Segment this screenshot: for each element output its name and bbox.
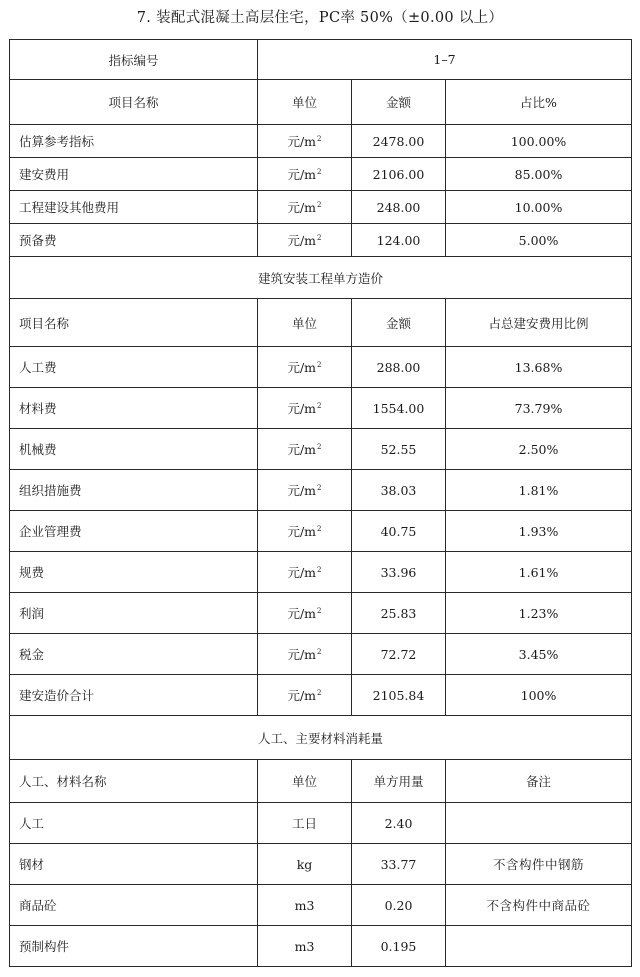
index-row [10,40,632,80]
unit-superscript: 2 [317,361,322,369]
sec3-header-name: 人工、材料名称 [10,760,258,803]
cost-index-table-body [10,40,632,967]
item-name: 组织措施费 [10,470,258,511]
material-note: 不含构件中钢筋 [446,844,632,885]
sec3-row [10,885,632,926]
item-ratio: 1.93% [446,511,632,552]
sec1-header-row [10,80,632,125]
unit-base: 元/m [287,442,317,457]
material-amount: 0.20 [352,885,446,926]
unit-base: 元/m [287,688,317,703]
item-amount: 38.03 [352,470,446,511]
sec1-header-amount: 金额 [352,80,446,125]
sec2-row [10,511,632,552]
item-unit [258,470,352,511]
sec2-header-name: 项目名称 [10,299,258,347]
unit-base: 元/m [287,483,317,498]
item-ratio: 100.00% [446,125,632,158]
cost-index-table [9,39,632,967]
sec2-header-row [10,299,632,347]
material-unit: 工日 [258,803,352,844]
item-amount: 2106.00 [352,158,446,191]
unit-superscript: 2 [317,689,322,697]
material-unit: kg [258,844,352,885]
sec2-header-amount: 金额 [352,299,446,347]
sec3-header-unit: 单位 [258,760,352,803]
item-ratio: 73.79% [446,388,632,429]
sec2-row [10,552,632,593]
unit-superscript: 2 [317,484,322,492]
item-unit [258,224,352,257]
item-name: 人工费 [10,347,258,388]
sec2-row [10,347,632,388]
item-unit [258,593,352,634]
item-name: 工程建设其他费用 [10,191,258,224]
unit-superscript: 2 [317,566,322,574]
unit-base: 元/m [287,134,317,149]
item-ratio: 100% [446,675,632,716]
unit-base: 元/m [287,200,317,215]
item-amount: 2478.00 [352,125,446,158]
sec1-row [10,158,632,191]
item-unit [258,429,352,470]
index-label: 指标编号 [10,40,258,80]
item-ratio: 10.00% [446,191,632,224]
material-note [446,803,632,844]
sec1-header-name: 项目名称 [10,80,258,125]
material-note: 不含构件中商品砼 [446,885,632,926]
sec2-row [10,593,632,634]
sec2-title: 建筑安装工程单方造价 [10,257,632,299]
item-ratio: 2.50% [446,429,632,470]
sec3-title: 人工、主要材料消耗量 [10,716,632,760]
item-amount: 2105.84 [352,675,446,716]
sec2-row [10,634,632,675]
item-ratio: 1.61% [446,552,632,593]
item-unit [258,675,352,716]
item-ratio: 1.23% [446,593,632,634]
item-name: 材料费 [10,388,258,429]
unit-base: 元/m [287,647,317,662]
item-name: 规费 [10,552,258,593]
sec1-row [10,191,632,224]
sec2-row [10,675,632,716]
item-unit [258,158,352,191]
unit-superscript: 2 [317,402,322,410]
sec1-row [10,224,632,257]
unit-superscript: 2 [317,168,322,176]
sec3-row [10,844,632,885]
item-amount: 40.75 [352,511,446,552]
item-unit [258,634,352,675]
item-name: 税金 [10,634,258,675]
unit-superscript: 2 [317,234,322,242]
sec2-header-unit: 单位 [258,299,352,347]
unit-base: 元/m [287,167,317,182]
item-amount: 124.00 [352,224,446,257]
item-name: 预备费 [10,224,258,257]
item-ratio: 13.68% [446,347,632,388]
material-amount: 33.77 [352,844,446,885]
sec3-row [10,803,632,844]
item-name: 利润 [10,593,258,634]
item-unit [258,191,352,224]
sec1-row [10,125,632,158]
material-note [446,926,632,967]
material-name: 商品砼 [10,885,258,926]
unit-base: 元/m [287,401,317,416]
sec1-header-ratio: 占比% [446,80,632,125]
sec2-title-row [10,257,632,299]
item-name: 估算参考指标 [10,125,258,158]
material-amount: 0.195 [352,926,446,967]
material-unit: m3 [258,926,352,967]
item-name: 企业管理费 [10,511,258,552]
sec3-title-row [10,716,632,760]
item-name: 建安费用 [10,158,258,191]
unit-superscript: 2 [317,135,322,143]
item-amount: 288.00 [352,347,446,388]
material-name: 预制构件 [10,926,258,967]
item-unit [258,511,352,552]
unit-base: 元/m [287,524,317,539]
sec2-row [10,429,632,470]
item-unit [258,347,352,388]
material-name: 钢材 [10,844,258,885]
sec2-row [10,470,632,511]
unit-superscript: 2 [317,201,322,209]
sec2-row [10,388,632,429]
index-value: 1–7 [258,40,632,80]
item-unit [258,125,352,158]
material-amount: 2.40 [352,803,446,844]
sec3-row [10,926,632,967]
sec3-header-note: 备注 [446,760,632,803]
item-amount: 25.83 [352,593,446,634]
item-ratio: 5.00% [446,224,632,257]
unit-base: 元/m [287,565,317,580]
item-amount: 33.96 [352,552,446,593]
document-title: 7. 装配式混凝土高层住宅，PC率 50%（±0.00 以上） [136,10,504,26]
sec1-header-unit: 单位 [258,80,352,125]
material-unit: m3 [258,885,352,926]
item-name: 建安造价合计 [10,675,258,716]
unit-base: 元/m [287,360,317,375]
item-amount: 52.55 [352,429,446,470]
sec3-header-row [10,760,632,803]
item-amount: 248.00 [352,191,446,224]
item-name: 机械费 [10,429,258,470]
item-ratio: 1.81% [446,470,632,511]
item-amount: 1554.00 [352,388,446,429]
unit-base: 元/m [287,606,317,621]
item-ratio: 85.00% [446,158,632,191]
item-unit [258,388,352,429]
material-name: 人工 [10,803,258,844]
item-unit [258,552,352,593]
sec3-header-amount: 单方用量 [352,760,446,803]
unit-superscript: 2 [317,525,322,533]
unit-superscript: 2 [317,607,322,615]
sec2-header-ratio: 占总建安费用比例 [446,299,632,347]
unit-base: 元/m [287,233,317,248]
unit-superscript: 2 [317,443,322,451]
item-ratio: 3.45% [446,634,632,675]
unit-superscript: 2 [317,648,322,656]
item-amount: 72.72 [352,634,446,675]
